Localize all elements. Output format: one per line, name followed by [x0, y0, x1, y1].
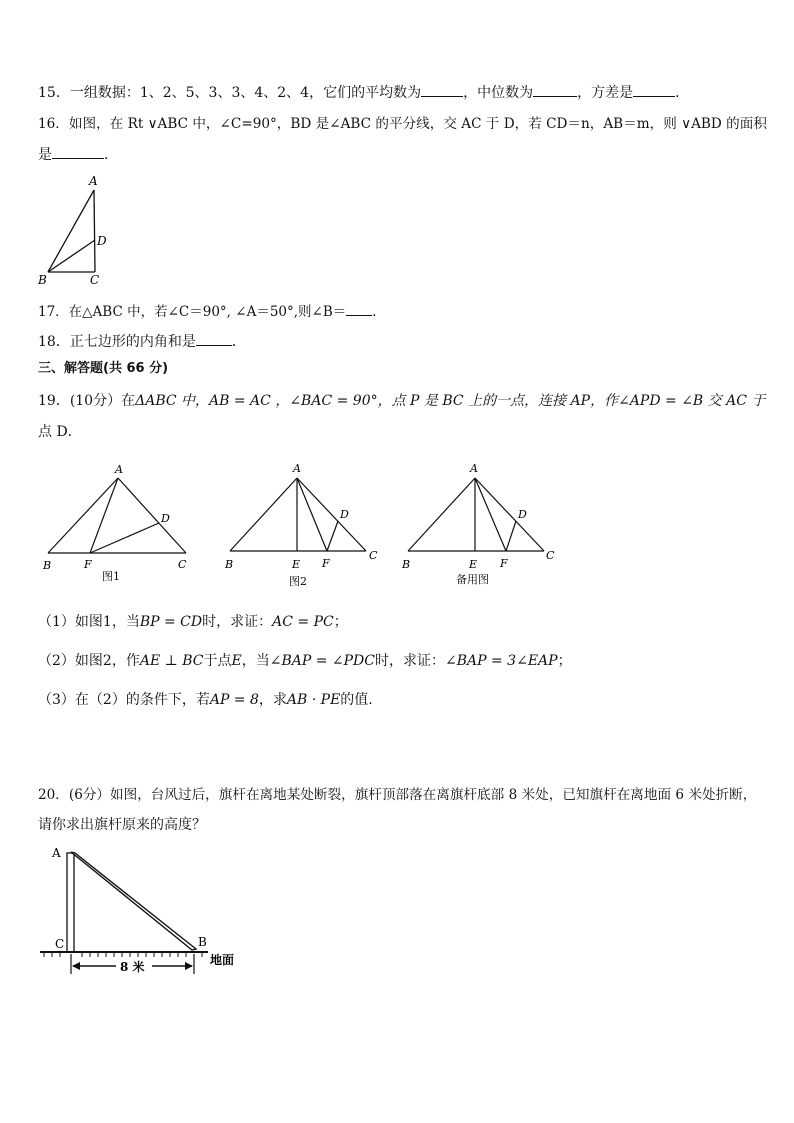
q20-label-b: B [198, 935, 207, 949]
section-3-title [38, 360, 168, 378]
q19-part2-math-e: E [231, 653, 242, 669]
fig1-label-b: B [43, 559, 52, 572]
fig2-line-fd [327, 521, 338, 551]
q16-label-c: C [90, 273, 100, 287]
fig2-label-f: F [322, 557, 330, 570]
q19-part3-mid: ，求 [258, 692, 287, 708]
q19-part1-mid: 时，求证： [202, 614, 273, 630]
q19-part2-math2: ∠BAP = ∠PDC [269, 653, 375, 669]
q19-part2-prefix: （2）如图2，作 [38, 653, 140, 669]
q19-part2-mid2: ，当 [241, 653, 270, 669]
q18-end: ． [231, 334, 246, 350]
q20-broken-part [71, 852, 196, 950]
q15-mid2: ，方差是 [577, 85, 634, 101]
fig1-side-ac [118, 478, 186, 553]
question-16-line2 [38, 146, 118, 164]
q20-label-c: C [55, 937, 65, 951]
q19-part3-prefix: （3）在（2）的条件下，若 [38, 692, 210, 708]
q19-line1-math: ΔABC 中，AB = AC ，∠BAC = 90°，点 P 是 BC 上的一点，连接 AP，作∠APD = ∠B 交 AC 于 [135, 393, 766, 409]
fig1-label-a: A [115, 463, 123, 476]
q15-blank-variance [633, 84, 675, 97]
q19-figure-1 [38, 460, 198, 585]
q19-figure-2 [218, 458, 388, 588]
fig1-side-ab [48, 478, 118, 553]
q15-mid1: ，中位数为 [463, 85, 534, 101]
q16-side-ac [94, 190, 95, 272]
q20-ground-label: 地面 [210, 953, 235, 967]
question-19-line1 [38, 392, 765, 410]
q16-side-ab [48, 190, 94, 272]
q19-part2-mid: 于点 [203, 653, 232, 669]
q16-triangle-figure [30, 170, 120, 290]
q19-part1-prefix: （1）如图1，当 [38, 614, 140, 630]
q20-line1: 20．(6分）如图，台风过后，旗杆在离地某处断裂，旗杆顶部落在离旗杆底部 8 米处，已知旗杆在离地面 6 米处折断， [38, 787, 757, 803]
q16-blank-area [52, 146, 104, 159]
q19-part1-math: BP = CD [139, 614, 203, 630]
fig2-label-c: C [369, 549, 378, 562]
q15-blank-median [533, 84, 577, 97]
q18-text: 18．正七边形的内角和是 [38, 334, 196, 350]
question-15 [38, 84, 689, 102]
q20-arrow-left [72, 962, 80, 970]
fig2-label-e: E [292, 558, 301, 571]
q19-line2: 点 D． [38, 424, 82, 440]
q16-line1: 16．如图，在 Rt ∨ABC 中，∠C=90°，BD 是∠ABC 的平分线，交 AC 于 D，若 CD＝n，AB＝m，则 ∨ABD 的面积 [38, 116, 767, 132]
fig2-label-d: D [340, 508, 349, 521]
question-17 [38, 303, 377, 321]
question-20-line1 [38, 786, 756, 804]
fig3-side-ab [408, 478, 475, 551]
fig3-label-f: F [500, 557, 508, 570]
q16-line2-end: ． [104, 147, 118, 163]
fig2-line-af [297, 478, 327, 551]
q16-label-b: B [38, 273, 47, 287]
q17-blank [346, 303, 372, 316]
q16-bisector-bd [48, 240, 95, 272]
q19-part2-mid3: 时，求证： [375, 653, 445, 669]
fig3-label-c: C [546, 549, 555, 562]
fig1-caption: 图1 [102, 570, 120, 583]
q15-text: 15．一组数据：1、2、5、3、3、4、2、4，它们的平均数为 [38, 85, 422, 101]
question-16-line1 [38, 115, 767, 133]
fig3-label-a: A [470, 462, 478, 475]
fig3-label-b: B [402, 558, 411, 571]
question-19-part3 [38, 691, 373, 709]
q16-label-d: D [97, 234, 107, 248]
q19-part2-math3: ∠BAP = 3∠EAP [445, 653, 558, 669]
q17-end: . [372, 304, 377, 320]
fig2-caption: 图2 [289, 575, 307, 588]
q19-figure-backup [398, 458, 568, 588]
q19-prefix: 19．(10分）在 [38, 393, 136, 409]
fig2-label-a: A [293, 462, 301, 475]
q19-part2-math: AE ⊥ BC [139, 653, 204, 669]
fig3-line-fd [506, 521, 516, 551]
fig1-label-d: D [161, 512, 170, 525]
question-19-part2 [38, 652, 572, 670]
q16-label-a: A [89, 174, 98, 188]
fig3-caption: 备用图 [456, 573, 489, 586]
q20-arrow-right [185, 962, 193, 970]
question-19-part1 [38, 613, 348, 631]
q18-blank [196, 333, 232, 346]
section-3-title-text: 三、解答题(共 66 分) [38, 361, 169, 376]
fig3-line-af [475, 478, 506, 551]
q15-end: ． [675, 85, 690, 101]
question-19-line2 [38, 423, 82, 441]
fig2-label-b: B [225, 558, 234, 571]
q19-part1-math2: AC = PC [272, 614, 334, 630]
q15-blank-mean [421, 84, 463, 97]
q20-flagpole [67, 853, 74, 952]
question-18 [38, 333, 246, 351]
fig1-line-fd [90, 523, 159, 553]
q17-text: 17．在△ABC 中，若∠C＝90°, ∠A＝50°,则∠B＝ [38, 304, 347, 320]
q16-line2-prefix: 是 [38, 147, 52, 163]
q20-label-a: A [52, 846, 61, 860]
fig2-side-ab [230, 478, 297, 551]
q19-part3-end: 的值. [340, 692, 373, 708]
q19-part3-math: AP = 8 [209, 692, 259, 708]
q19-part2-end: ； [557, 653, 572, 669]
q19-part3-math2: AB · PE [286, 692, 341, 708]
fig1-label-f: F [84, 558, 92, 571]
question-20-line2 [38, 816, 206, 834]
fig3-label-e: E [469, 558, 478, 571]
fig1-label-c: C [178, 558, 187, 571]
fig1-line-af [90, 478, 118, 553]
fig3-label-d: D [518, 508, 527, 521]
q20-flagpole-figure [38, 840, 253, 985]
q19-part1-end: ； [333, 614, 348, 630]
q20-distance-label: 8 米 [120, 960, 145, 974]
q20-line2: 请你求出旗杆原来的高度？ [38, 817, 206, 833]
